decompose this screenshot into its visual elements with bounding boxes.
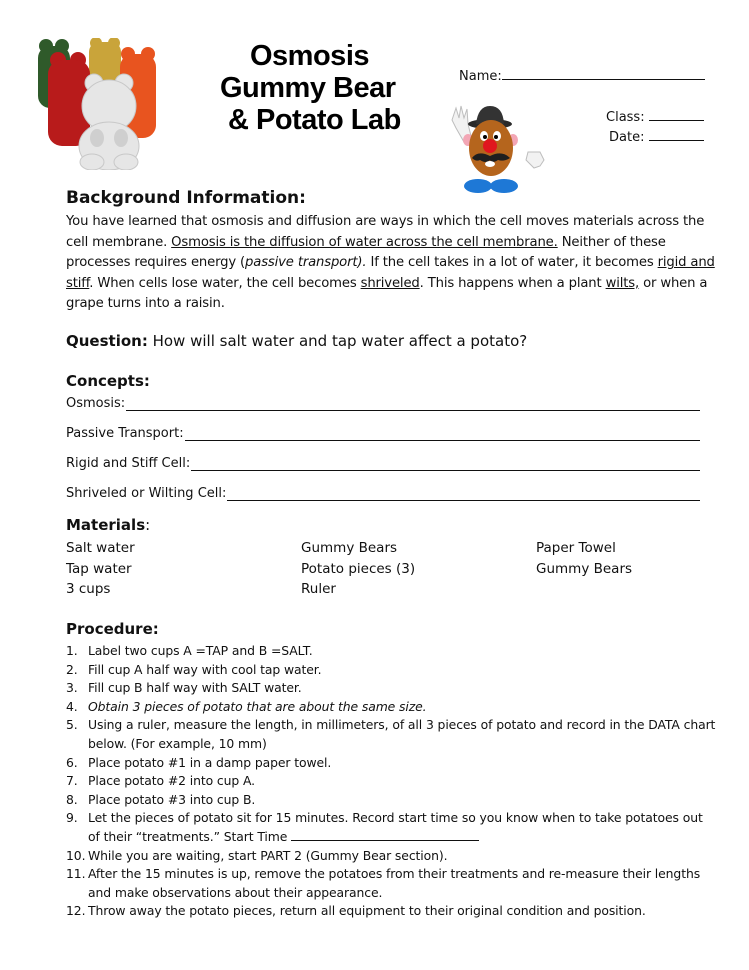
step-number: 12. [66,903,86,919]
step-text: Fill cup A half way with cool tap water. [88,661,322,677]
concept-rigid-stiff-cell[interactable] [66,456,700,471]
question-label: Question: [66,332,148,350]
procedure-step [66,661,716,680]
material-item: Potato pieces (3) [301,560,416,577]
procedure-list [66,642,716,921]
material-item: Salt water [66,540,135,556]
step-number: 8. [66,791,78,807]
step-text: Label two cups A =TAP and B =SALT. [88,643,313,658]
question-text: How will salt water and tap water affect a potato? [147,332,528,350]
procedure-step [66,809,716,846]
procedure-step [66,698,716,717]
materials-column-3 [536,538,706,600]
name-label: Name: [459,69,502,84]
date-label: Date: [609,130,645,145]
step-number: 2. [66,661,78,677]
date-blank[interactable] [649,128,704,141]
step-text: Place potato #2 into cup A. [88,773,255,789]
step-text: Using a ruler, measure the length, in millimeters, of all 3 pieces of potato and record in the DATA chart below. (For example, 10 mm) [88,717,716,751]
materials-heading-text: Materials [66,516,146,534]
procedure-step [66,772,716,791]
concept-label: Shriveled or Wilting Cell: [66,486,227,501]
procedure-step [66,902,716,921]
background-paragraph [66,212,716,315]
concept-answer-line[interactable] [191,458,700,471]
procedure-step [66,679,716,698]
materials-column-1 [66,538,301,600]
procedure-step [66,791,716,810]
background-text: . This happens when a plant [419,275,606,291]
title-line-3: & Potato Lab [228,104,401,136]
concepts-heading: Concepts: [66,372,150,390]
material-item: Gummy Bears [301,540,398,556]
materials-heading [66,516,150,534]
concept-answer-line[interactable] [185,428,700,441]
passive-transport-term: passive transport). [245,255,367,271]
name-blank[interactable] [502,67,705,80]
background-text: If the cell takes in a lot of water, it becomes [366,255,658,271]
class-blank[interactable] [649,108,704,121]
gummy-bears-image [34,38,164,170]
rigid-stiff-term: rigid and stiff [66,255,715,291]
step-text: After the 15 minutes is up, remove the potatoes from their treatments and re-measure their lengths and make observations about their appearance. [88,866,701,900]
procedure-step [66,865,716,902]
step-text: While you are waiting, start PART 2 (Gummy Bear section). [88,847,448,863]
background-text: . When cells lose water, the cell becomes [89,275,361,291]
step-text: Place potato #3 into cup B. [88,791,256,807]
step-text: Throw away the potato pieces, return all equipment to their original condition and position. [88,903,646,919]
page-title [220,40,420,136]
material-item: Tap water [66,560,132,577]
step-number: 5. [66,717,78,733]
step-text: Place potato #1 in a damp paper towel. [88,754,332,770]
concept-answer-line[interactable] [227,488,700,501]
background-text: You have learned that osmosis and diffusion are ways in which the cell moves materials across the cell membrane. [66,214,705,250]
procedure-step [66,642,716,661]
procedure-heading: Procedure: [66,620,159,638]
procedure-step [66,716,716,753]
step-number: 4. [66,698,78,714]
concept-passive-transport[interactable] [66,426,700,441]
background-text: or when a grape turns into a raisin. [66,275,708,312]
step-text: Obtain 3 pieces of potato that are about the same size. [88,698,427,714]
concept-label: Rigid and Stiff Cell: [66,456,191,471]
potato-head-image [448,100,548,195]
title-line-2: Gummy Bear [220,72,396,104]
procedure-step [66,754,716,773]
date-field[interactable] [609,128,704,145]
step-number: 10. [66,847,86,863]
concept-answer-line[interactable] [126,398,700,411]
question [66,332,527,350]
step-number: 7. [66,773,78,789]
title-line-1: Osmosis [250,40,369,72]
materials-column-2 [301,538,536,600]
concept-shriveled-cell[interactable] [66,486,700,501]
materials-heading-colon: : [145,516,151,534]
material-item: Ruler [301,581,336,598]
material-item: Paper Towel [536,540,616,556]
start-time-blank[interactable] [291,829,479,841]
step-number: 3. [66,680,78,696]
step-number: 9. [66,810,78,826]
step-number: 1. [66,643,78,658]
class-field[interactable] [606,108,704,125]
step-number: 6. [66,754,78,770]
materials-list [66,538,706,600]
step-text: Let the pieces of potato sit for 15 minutes. Record start time so you know when to take potatoes out of their “treatments.” Start Time [88,810,703,844]
background-text: Neither of these processes requires energy ( [66,234,666,271]
wilts-term: wilts, [605,275,640,291]
concept-label: Osmosis: [66,396,126,411]
concept-osmosis[interactable] [66,396,700,411]
step-text: Fill cup B half way with SALT water. [88,680,302,696]
material-item: 3 cups [66,581,111,598]
class-label: Class: [606,110,645,125]
step-number: 11. [66,866,86,882]
background-heading: Background Information: [66,188,306,208]
concept-label: Passive Transport: [66,426,184,441]
osmosis-definition: Osmosis is the diffusion of water across the cell membrane. [171,234,558,250]
name-field[interactable] [459,67,705,84]
material-item: Gummy Bears [536,560,633,577]
shriveled-term: shriveled [360,275,420,291]
procedure-step [66,847,716,866]
